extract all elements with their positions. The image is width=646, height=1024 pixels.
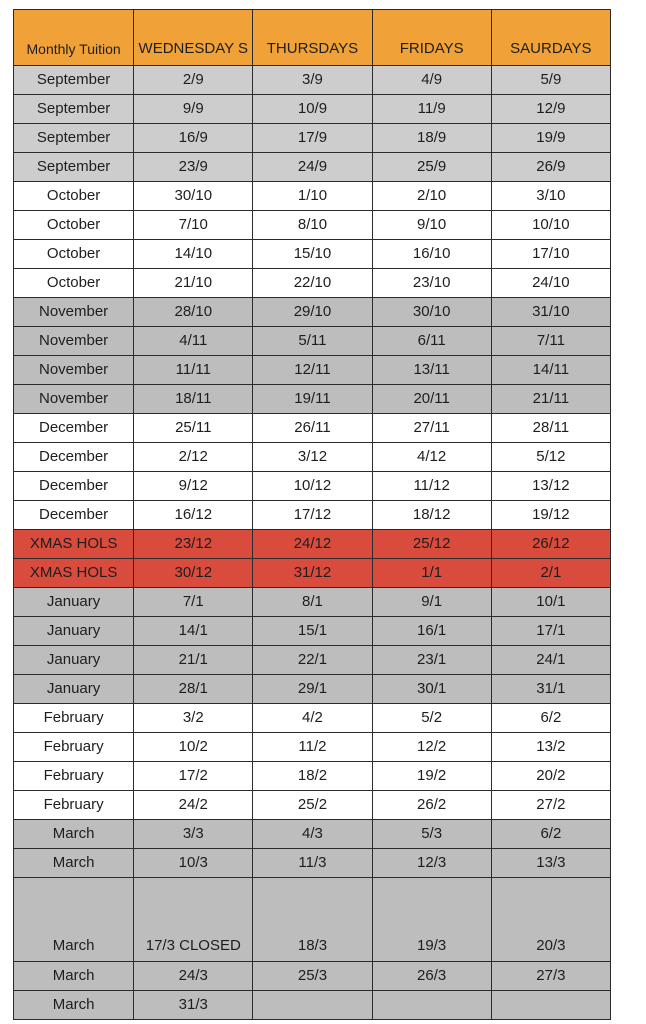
month-cell: November [14, 298, 134, 327]
month-cell: XMAS HOLS [14, 559, 134, 588]
month-cell: March [14, 849, 134, 878]
header-wednesdays: WEDNESDAY S [134, 10, 253, 66]
saturday-cell: 20/3 [491, 878, 610, 962]
thursday-cell: 31/12 [253, 559, 372, 588]
thursday-cell: 17/12 [253, 501, 372, 530]
friday-cell: 20/11 [372, 385, 491, 414]
saturday-cell: 31/1 [491, 675, 610, 704]
table-row [14, 617, 611, 646]
saturday-cell: 24/1 [491, 646, 610, 675]
table-row [14, 878, 611, 962]
wednesday-cell: 3/3 [134, 820, 253, 849]
wednesday-cell: 4/11 [134, 327, 253, 356]
wednesday-cell: 21/1 [134, 646, 253, 675]
table-row [14, 559, 611, 588]
wednesday-cell: 31/3 [134, 991, 253, 1020]
wednesday-cell: 17/2 [134, 762, 253, 791]
wednesday-cell: 24/3 [134, 962, 253, 991]
friday-cell: 26/2 [372, 791, 491, 820]
header-saturdays: SAURDAYS [491, 10, 610, 66]
thursday-cell: 15/10 [253, 240, 372, 269]
table-header [14, 10, 611, 66]
table-row [14, 124, 611, 153]
friday-cell: 5/2 [372, 704, 491, 733]
friday-cell: 26/3 [372, 962, 491, 991]
table-body [14, 66, 611, 1020]
thursday-cell: 25/2 [253, 791, 372, 820]
month-cell: October [14, 211, 134, 240]
saturday-cell [491, 991, 610, 1020]
thursday-cell: 10/9 [253, 95, 372, 124]
friday-cell: 12/3 [372, 849, 491, 878]
saturday-cell: 12/9 [491, 95, 610, 124]
wednesday-cell: 28/1 [134, 675, 253, 704]
friday-cell: 30/1 [372, 675, 491, 704]
month-cell: December [14, 472, 134, 501]
saturday-cell: 5/9 [491, 66, 610, 95]
friday-cell: 18/12 [372, 501, 491, 530]
friday-cell: 23/10 [372, 269, 491, 298]
wednesday-cell: 16/9 [134, 124, 253, 153]
header-monthly-tuition: Monthly Tuition [14, 10, 134, 66]
table-row [14, 269, 611, 298]
saturday-cell: 7/11 [491, 327, 610, 356]
wednesday-cell: 7/10 [134, 211, 253, 240]
saturday-cell: 17/10 [491, 240, 610, 269]
table-row [14, 733, 611, 762]
thursday-cell: 11/3 [253, 849, 372, 878]
friday-cell: 9/10 [372, 211, 491, 240]
friday-cell: 2/10 [372, 182, 491, 211]
header-fridays: FRIDAYS [372, 10, 491, 66]
table-row [14, 704, 611, 733]
wednesday-cell: 17/3 CLOSED [134, 878, 253, 962]
thursday-cell: 17/9 [253, 124, 372, 153]
saturday-cell: 14/11 [491, 356, 610, 385]
friday-cell: 27/11 [372, 414, 491, 443]
thursday-cell: 29/10 [253, 298, 372, 327]
thursday-cell: 4/2 [253, 704, 372, 733]
saturday-cell: 28/11 [491, 414, 610, 443]
wednesday-cell: 10/3 [134, 849, 253, 878]
wednesday-cell: 11/11 [134, 356, 253, 385]
table-row [14, 66, 611, 95]
month-cell: September [14, 66, 134, 95]
saturday-cell: 2/1 [491, 559, 610, 588]
wednesday-cell: 23/12 [134, 530, 253, 559]
wednesday-cell: 18/11 [134, 385, 253, 414]
month-cell: January [14, 675, 134, 704]
friday-cell: 25/12 [372, 530, 491, 559]
thursday-cell: 18/3 [253, 878, 372, 962]
thursday-cell: 1/10 [253, 182, 372, 211]
saturday-cell: 10/10 [491, 211, 610, 240]
table-row [14, 646, 611, 675]
month-cell: January [14, 588, 134, 617]
thursday-cell: 12/11 [253, 356, 372, 385]
table-row [14, 240, 611, 269]
month-cell: February [14, 733, 134, 762]
table-row [14, 588, 611, 617]
month-cell: September [14, 124, 134, 153]
month-cell: December [14, 414, 134, 443]
saturday-cell: 3/10 [491, 182, 610, 211]
month-cell: January [14, 617, 134, 646]
thursday-cell: 10/12 [253, 472, 372, 501]
saturday-cell: 26/9 [491, 153, 610, 182]
saturday-cell: 10/1 [491, 588, 610, 617]
month-cell: February [14, 704, 134, 733]
month-cell: February [14, 791, 134, 820]
friday-cell: 13/11 [372, 356, 491, 385]
header-thursdays: THURSDAYS [253, 10, 372, 66]
thursday-cell [253, 991, 372, 1020]
thursday-cell: 18/2 [253, 762, 372, 791]
table-row [14, 95, 611, 124]
table-row [14, 849, 611, 878]
wednesday-cell: 2/9 [134, 66, 253, 95]
header-row [14, 10, 611, 66]
table-row [14, 530, 611, 559]
month-cell: January [14, 646, 134, 675]
saturday-cell: 24/10 [491, 269, 610, 298]
table-row [14, 501, 611, 530]
friday-cell: 18/9 [372, 124, 491, 153]
table-row [14, 791, 611, 820]
saturday-cell: 13/3 [491, 849, 610, 878]
friday-cell: 16/1 [372, 617, 491, 646]
tuition-schedule-table [13, 9, 611, 1020]
month-cell: March [14, 991, 134, 1020]
thursday-cell: 15/1 [253, 617, 372, 646]
wednesday-cell: 14/10 [134, 240, 253, 269]
wednesday-cell: 23/9 [134, 153, 253, 182]
table-row [14, 414, 611, 443]
table-row [14, 327, 611, 356]
thursday-cell: 11/2 [253, 733, 372, 762]
wednesday-cell: 16/12 [134, 501, 253, 530]
wednesday-cell: 9/12 [134, 472, 253, 501]
table-row [14, 962, 611, 991]
month-cell: November [14, 385, 134, 414]
table-row [14, 820, 611, 849]
thursday-cell: 5/11 [253, 327, 372, 356]
wednesday-cell: 24/2 [134, 791, 253, 820]
friday-cell: 19/3 [372, 878, 491, 962]
wednesday-cell: 30/12 [134, 559, 253, 588]
friday-cell: 23/1 [372, 646, 491, 675]
table-row [14, 472, 611, 501]
saturday-cell: 19/9 [491, 124, 610, 153]
table-row [14, 356, 611, 385]
month-cell: October [14, 240, 134, 269]
thursday-cell: 19/11 [253, 385, 372, 414]
table-row [14, 385, 611, 414]
saturday-cell: 27/3 [491, 962, 610, 991]
friday-cell: 4/12 [372, 443, 491, 472]
table-row [14, 443, 611, 472]
wednesday-cell: 14/1 [134, 617, 253, 646]
thursday-cell: 24/12 [253, 530, 372, 559]
thursday-cell: 8/10 [253, 211, 372, 240]
thursday-cell: 25/3 [253, 962, 372, 991]
table-row [14, 762, 611, 791]
friday-cell: 5/3 [372, 820, 491, 849]
friday-cell: 1/1 [372, 559, 491, 588]
wednesday-cell: 30/10 [134, 182, 253, 211]
saturday-cell: 13/12 [491, 472, 610, 501]
month-cell: December [14, 501, 134, 530]
table-row [14, 153, 611, 182]
thursday-cell: 3/9 [253, 66, 372, 95]
friday-cell: 6/11 [372, 327, 491, 356]
friday-cell: 25/9 [372, 153, 491, 182]
table-row [14, 991, 611, 1020]
saturday-cell: 27/2 [491, 791, 610, 820]
saturday-cell: 31/10 [491, 298, 610, 327]
month-cell: February [14, 762, 134, 791]
table-row [14, 675, 611, 704]
friday-cell: 11/12 [372, 472, 491, 501]
month-cell: September [14, 95, 134, 124]
wednesday-cell: 9/9 [134, 95, 253, 124]
thursday-cell: 22/10 [253, 269, 372, 298]
wednesday-cell: 28/10 [134, 298, 253, 327]
friday-cell: 30/10 [372, 298, 491, 327]
saturday-cell: 17/1 [491, 617, 610, 646]
saturday-cell: 13/2 [491, 733, 610, 762]
month-cell: November [14, 327, 134, 356]
wednesday-cell: 10/2 [134, 733, 253, 762]
thursday-cell: 24/9 [253, 153, 372, 182]
wednesday-cell: 7/1 [134, 588, 253, 617]
wednesday-cell: 21/10 [134, 269, 253, 298]
thursday-cell: 26/11 [253, 414, 372, 443]
wednesday-cell: 3/2 [134, 704, 253, 733]
table-row [14, 182, 611, 211]
month-cell: March [14, 962, 134, 991]
saturday-cell: 5/12 [491, 443, 610, 472]
thursday-cell: 22/1 [253, 646, 372, 675]
thursday-cell: 4/3 [253, 820, 372, 849]
month-cell: March [14, 820, 134, 849]
thursday-cell: 29/1 [253, 675, 372, 704]
friday-cell: 4/9 [372, 66, 491, 95]
month-cell: October [14, 182, 134, 211]
saturday-cell: 26/12 [491, 530, 610, 559]
thursday-cell: 3/12 [253, 443, 372, 472]
friday-cell: 11/9 [372, 95, 491, 124]
friday-cell: 12/2 [372, 733, 491, 762]
month-cell: XMAS HOLS [14, 530, 134, 559]
month-cell: March [14, 878, 134, 962]
friday-cell [372, 991, 491, 1020]
thursday-cell: 8/1 [253, 588, 372, 617]
month-cell: December [14, 443, 134, 472]
wednesday-cell: 2/12 [134, 443, 253, 472]
month-cell: November [14, 356, 134, 385]
table-row [14, 298, 611, 327]
friday-cell: 16/10 [372, 240, 491, 269]
saturday-cell: 6/2 [491, 704, 610, 733]
saturday-cell: 21/11 [491, 385, 610, 414]
wednesday-cell: 25/11 [134, 414, 253, 443]
saturday-cell: 19/12 [491, 501, 610, 530]
month-cell: October [14, 269, 134, 298]
friday-cell: 19/2 [372, 762, 491, 791]
saturday-cell: 6/2 [491, 820, 610, 849]
saturday-cell: 20/2 [491, 762, 610, 791]
table-row [14, 211, 611, 240]
month-cell: September [14, 153, 134, 182]
friday-cell: 9/1 [372, 588, 491, 617]
